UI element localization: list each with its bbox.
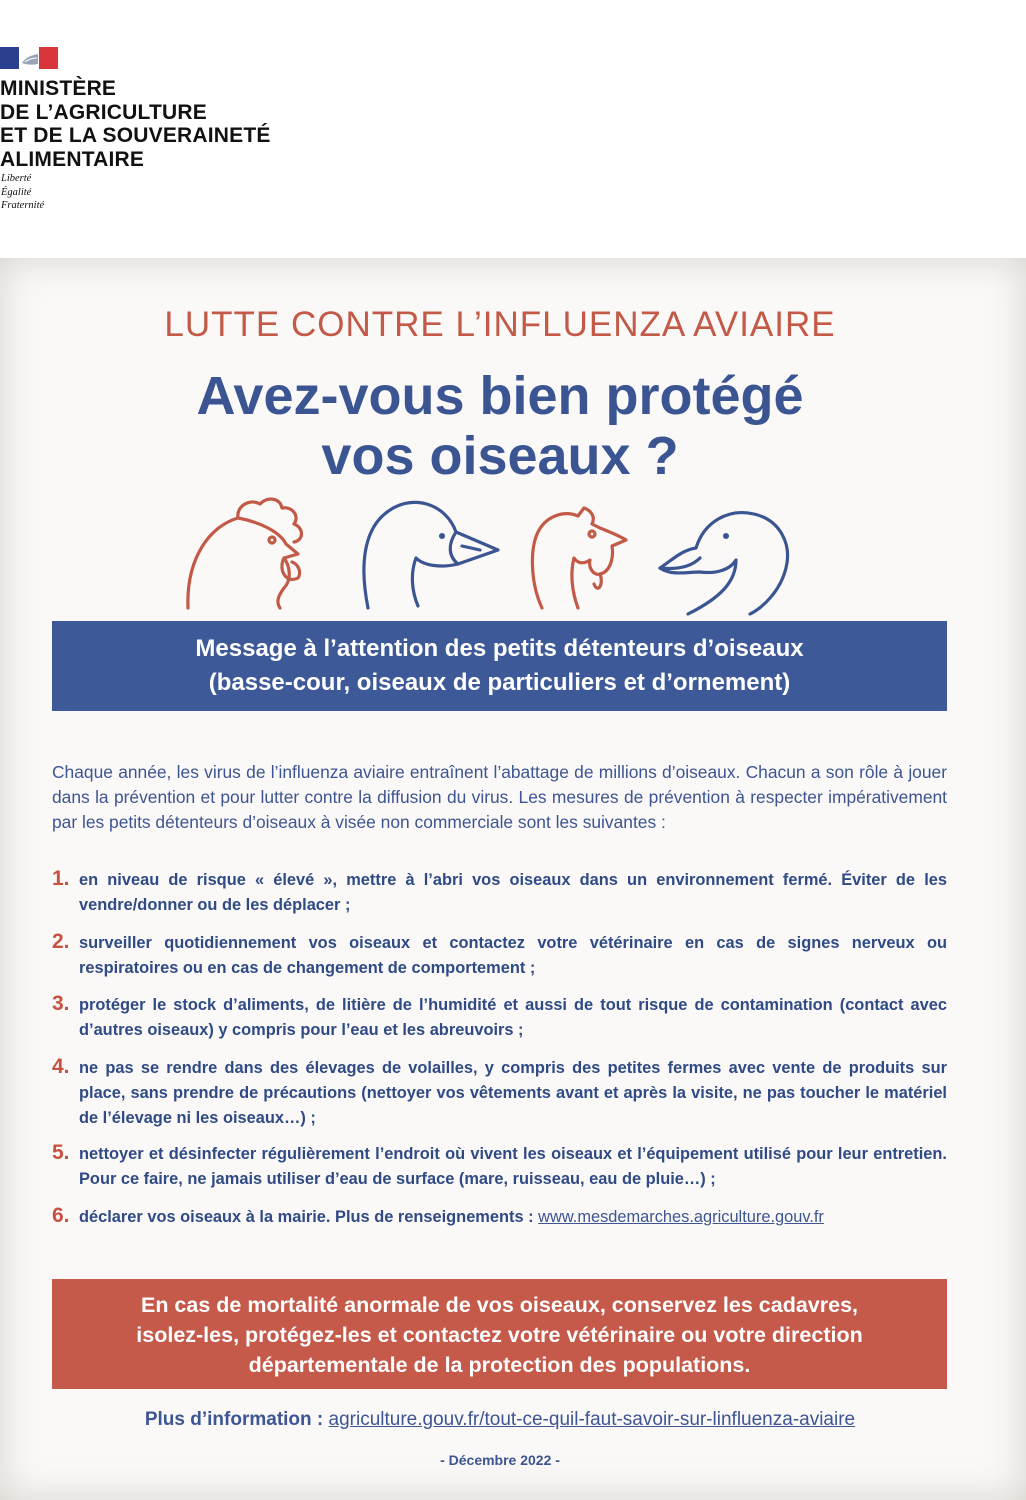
publication-date: - Décembre 2022 -	[440, 1452, 560, 1468]
more-info	[0, 1409, 1000, 1431]
republic-motto	[1, 172, 44, 213]
measure-number: 1.	[52, 867, 70, 890]
measure-number: 6.	[52, 1204, 70, 1227]
ministry-line: MINISTÈRE	[0, 77, 117, 100]
alert-line: En cas de mortalité anormale de vos oiseaux, conservez les cadavres,	[140, 1293, 859, 1317]
alert-line: départementale de la protection des populations.	[248, 1353, 751, 1377]
motto-line: Égalité	[1, 186, 32, 198]
measure-text: protéger le stock d’aliments, de litière de l’humidité et aussi de tout risque de contamination (contact avec d’autres oiseaux) y compris pour l’eau et les abreuvoirs ;	[79, 996, 947, 1039]
ministry-line: ALIMENTAIRE	[0, 147, 145, 171]
more-info-label: Plus d’information :	[144, 1409, 324, 1430]
ministry-header	[0, 0, 1026, 258]
measure-number: 2.	[52, 930, 70, 953]
banner-line: (basse-cour, oiseaux de particuliers et d’ornement)	[208, 669, 791, 696]
measure-text: en niveau de risque « élevé », mettre à l’abri vos oiseaux dans un environnement fermé. Éviter de les vendre/donner ou de les déplacer ;	[79, 871, 947, 914]
rooster-icon	[188, 499, 302, 608]
measure-number: 3.	[52, 992, 70, 1015]
duck-icon	[660, 513, 788, 614]
ministry-line: ET DE LA SOUVERAINETÉ	[0, 124, 271, 147]
more-info-link[interactable]: agriculture.gouv.fr/tout-ce-quil-faut-savoir-sur-linfluenza-aviaire	[328, 1409, 856, 1430]
intro-paragraph: Chaque année, les virus de l’influenza aviaire entraînent l’abattage de millions d’oiseaux. Chacun a son rôle à jouer dans la prévention et pour lutter contre la diffusion du virus. Les mesures de prévention à respecter impérativement par les petits détenteurs d’oiseaux à visée non commerciale sont les suivantes :	[52, 762, 947, 832]
measure-text: ne pas se rendre dans des élevages de volailles, y compris des petites fermes avec vente de produits sur place, sans prendre de précautions (nettoyer vos vêtements avant et après la visite, ne pas toucher le matériel de l’élevage ni les oiseaux…) ;	[79, 1059, 947, 1127]
title-line: vos oiseaux ?	[321, 426, 679, 486]
mesdemarches-link[interactable]: www.mesdemarches.agriculture.gouv.fr	[538, 1208, 824, 1226]
measure-text	[79, 1205, 947, 1230]
poster-kicker: LUTTE CONTRE L’INFLUENZA AVIAIRE	[164, 305, 836, 344]
motto-line: Liberté	[1, 173, 32, 184]
marianne-flag-logo	[0, 47, 58, 69]
audience-banner	[52, 621, 947, 711]
measure-text: nettoyer et désinfecter régulièrement l’endroit où vivent les oiseaux et l’équipement utilisé pour leur entretien. Pour ce faire, ne jamais utiliser d’eau de surface (mare, ruisseau, eau de pluie…) ;	[79, 1145, 947, 1188]
measure-text-part: déclarer vos oiseaux à la mairie. Plus de renseignements :	[79, 1208, 534, 1226]
goose-icon	[364, 502, 498, 608]
ministry-name	[0, 77, 271, 171]
banner-line: Message à l’attention des petits détenteurs d’oiseaux	[195, 635, 804, 662]
motto-line: Fraternité	[1, 200, 45, 211]
measure-text: surveiller quotidiennement vos oiseaux et contactez votre vétérinaire en cas de signes nerveux ou respiratoires ou en cas de changement de comportement ;	[79, 934, 947, 977]
turkey-icon	[532, 508, 626, 608]
title-line: Avez-vous bien protégé	[196, 366, 804, 426]
measure-number: 5.	[52, 1141, 70, 1164]
mortality-alert-banner	[52, 1279, 947, 1389]
ministry-line: DE L’AGRICULTURE	[0, 100, 207, 124]
alert-line: isolez-les, protégez-les et contactez votre vétérinaire ou votre direction	[136, 1323, 863, 1347]
birds-illustration	[180, 488, 820, 618]
measure-number: 4.	[52, 1055, 70, 1078]
poster-title	[0, 366, 1000, 486]
